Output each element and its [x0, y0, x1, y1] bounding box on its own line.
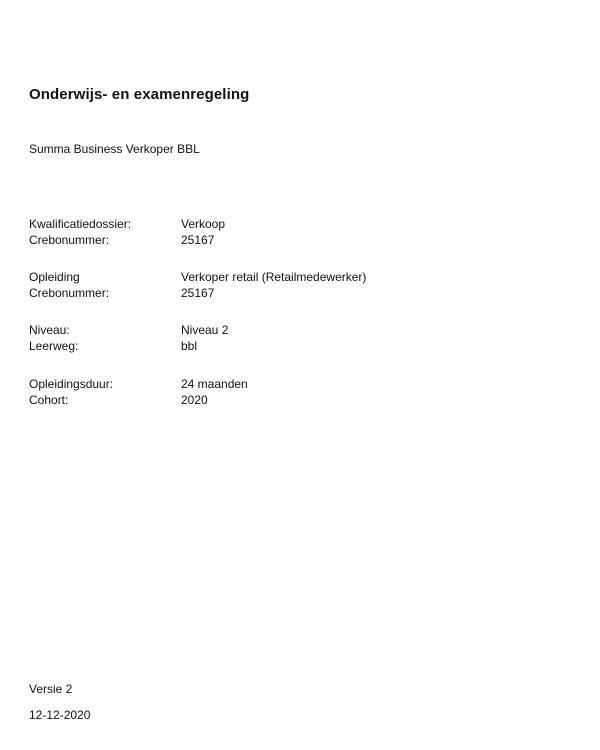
detail-label: Niveau:	[29, 323, 70, 337]
detail-value: Verkoper retail (Retailmedewerker)	[181, 270, 367, 284]
detail-label: Leerweg:	[29, 339, 79, 353]
details-group-duur	[29, 376, 529, 408]
document-date: 12-12-2020	[29, 708, 91, 722]
detail-row	[29, 269, 529, 285]
detail-row	[29, 232, 529, 248]
detail-row	[29, 338, 529, 354]
document-subtitle: Summa Business Verkoper BBL	[29, 142, 200, 156]
detail-label: Cohort:	[29, 393, 69, 407]
detail-row	[29, 285, 529, 301]
detail-value: 2020	[181, 393, 208, 407]
details-group-niveau	[29, 322, 529, 354]
detail-row	[29, 392, 529, 408]
detail-value: Verkoop	[181, 217, 226, 231]
detail-label: Kwalificatiedossier:	[29, 217, 132, 231]
detail-value: bbl	[181, 339, 198, 353]
detail-value: 25167	[181, 286, 215, 300]
detail-row	[29, 216, 529, 232]
version-label: Versie 2	[29, 682, 73, 696]
detail-value: Niveau 2	[181, 323, 229, 337]
detail-label: Crebonummer:	[29, 286, 110, 300]
detail-label: Crebonummer:	[29, 233, 110, 247]
detail-value: 24 maanden	[181, 377, 248, 391]
detail-row	[29, 322, 529, 338]
details-group-opleiding	[29, 269, 529, 301]
detail-label: Opleidingsduur:	[29, 377, 114, 391]
document-title: Onderwijs- en examenregeling	[29, 86, 250, 103]
detail-label: Opleiding	[29, 270, 80, 284]
details-group-kwalificatie	[29, 216, 529, 248]
detail-row	[29, 376, 529, 392]
detail-value: 25167	[181, 233, 215, 247]
